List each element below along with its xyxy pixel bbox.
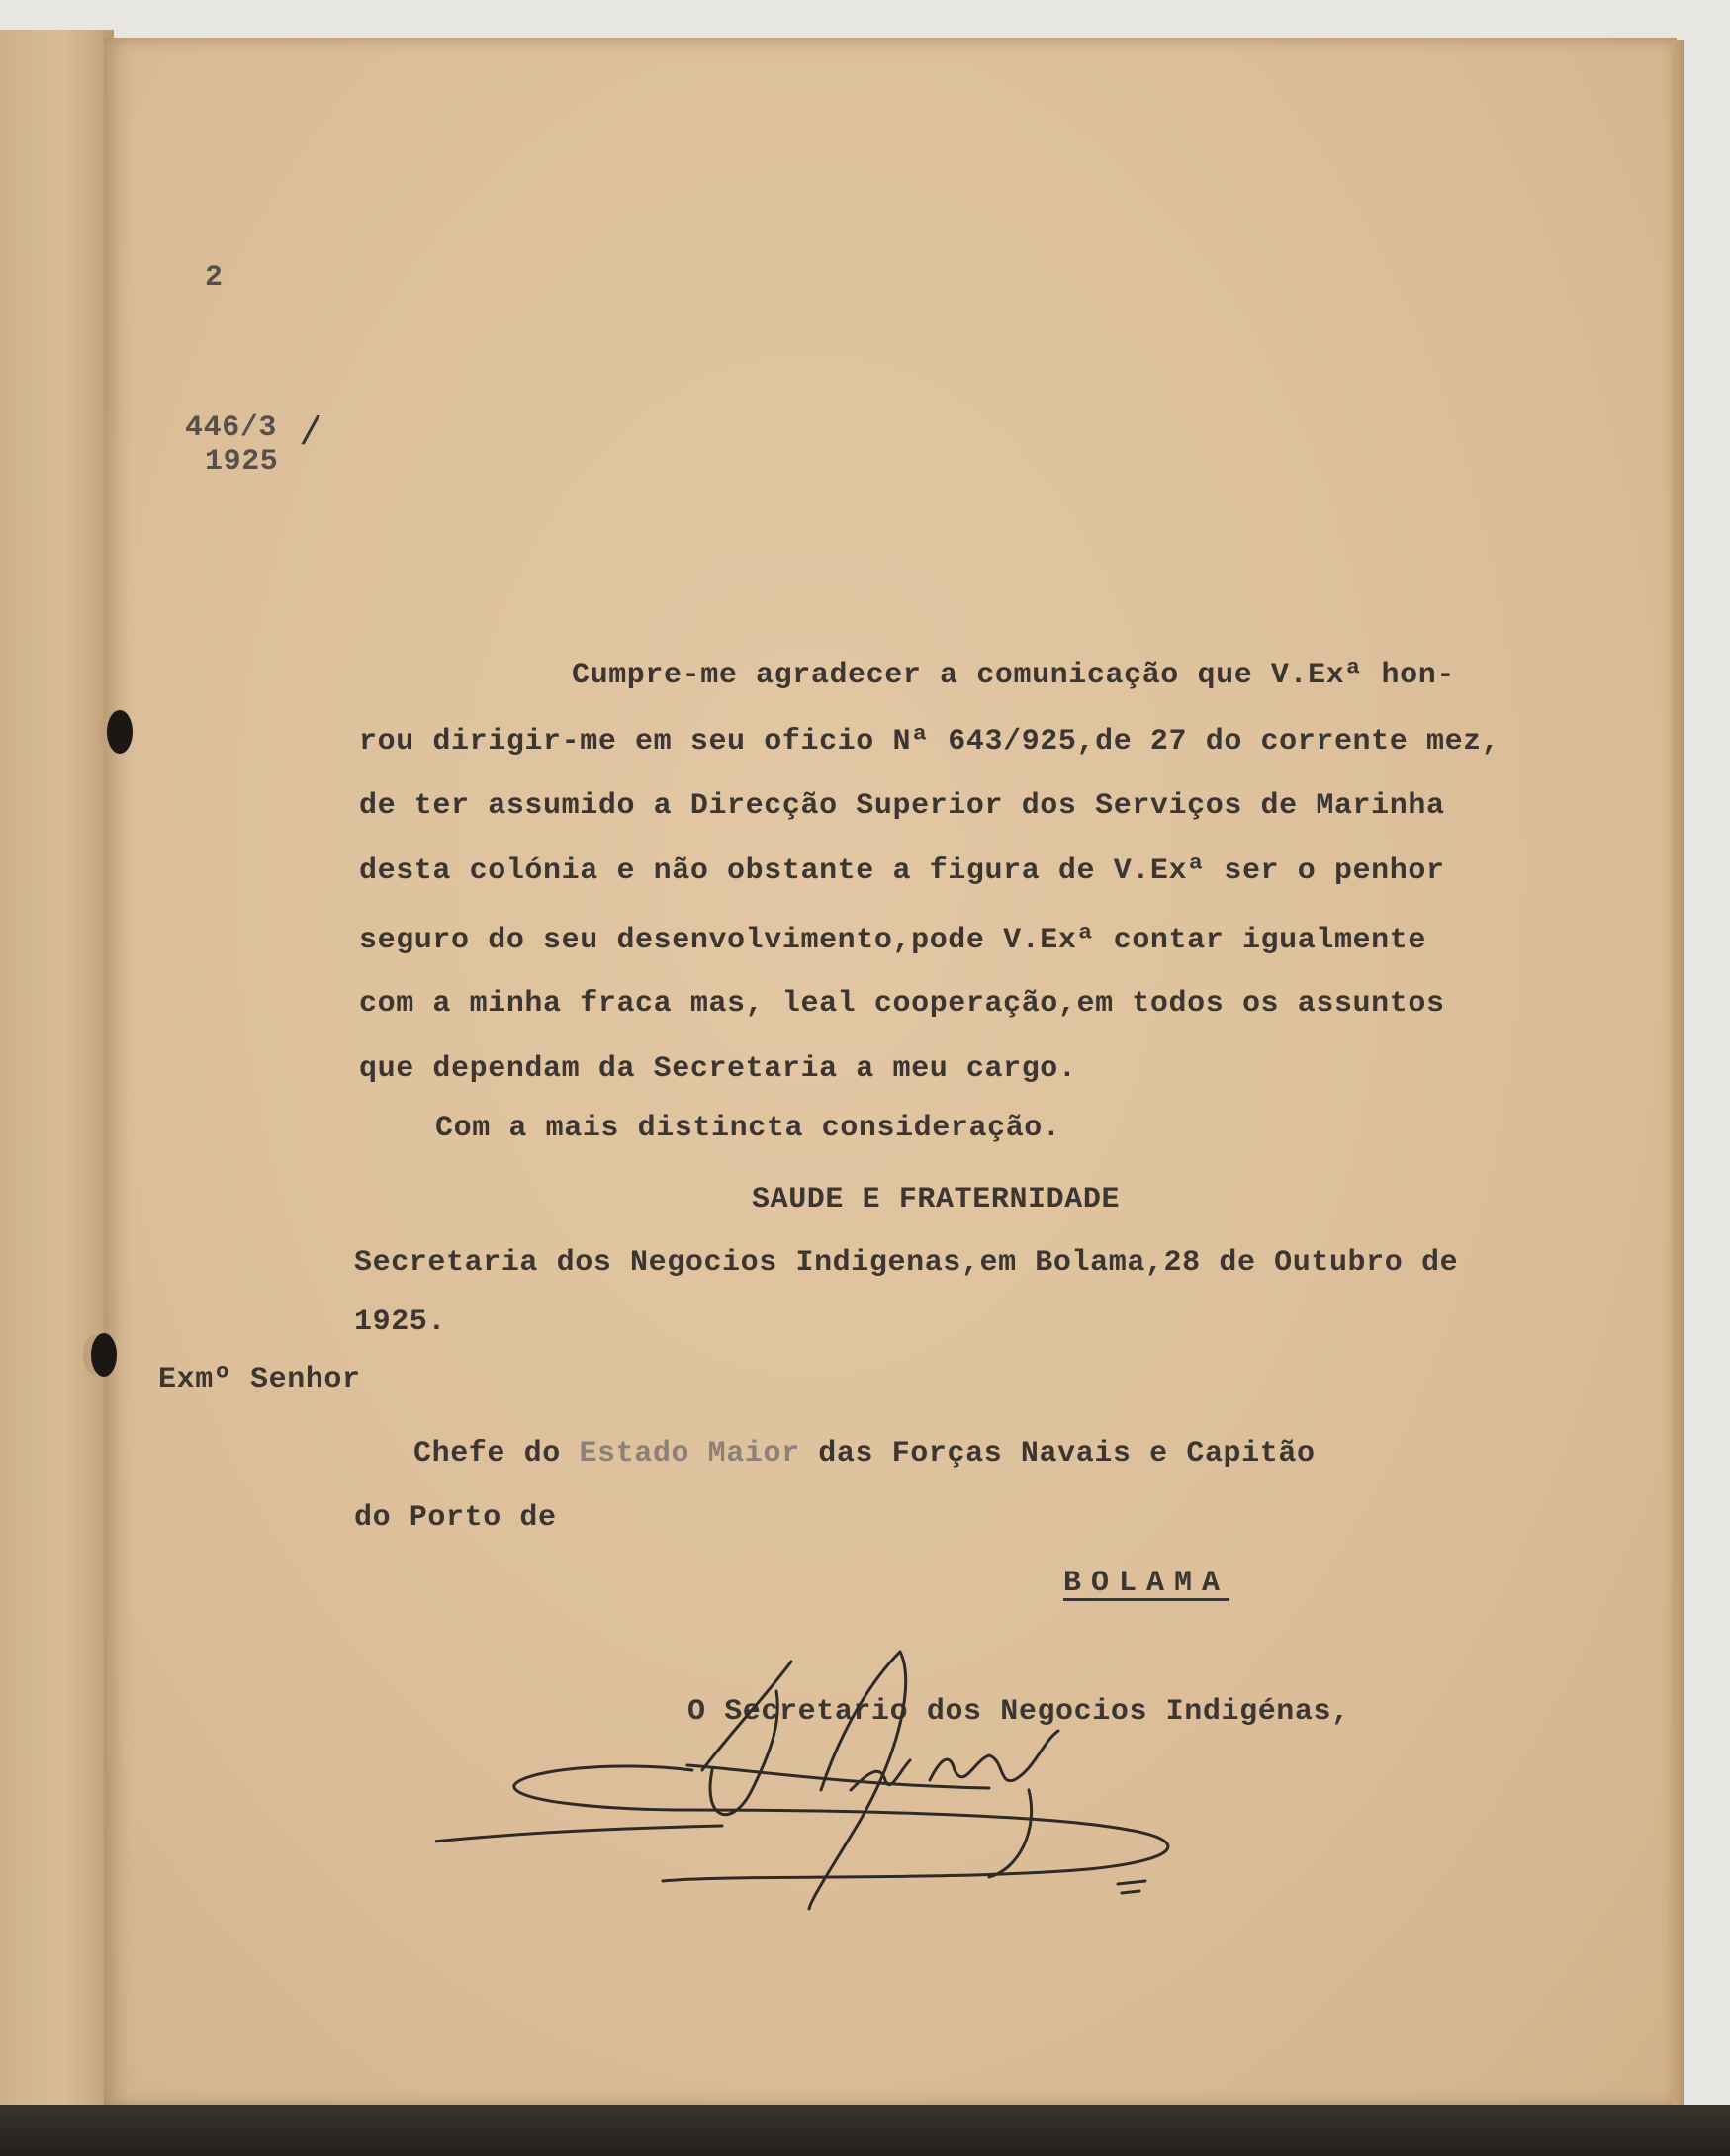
page-edge: [1672, 40, 1684, 2107]
body-line: que dependam da Secretaria a meu cargo.: [359, 1052, 1077, 1086]
reference-year: 1925: [205, 445, 279, 479]
location-date-year: 1925.: [354, 1305, 447, 1339]
body-line: desta colónia e não obstante a figura de V.Exª ser o penhor: [359, 854, 1445, 888]
reference-mark: /: [299, 412, 323, 457]
scan-bottom-edge: [0, 2105, 1730, 2156]
addressee-suffix: das Forças Navais e Capitão: [818, 1437, 1316, 1471]
body-line: com a minha fraca mas, leal cooperação,em todos os assuntos: [359, 987, 1445, 1021]
body-line: seguro do seu desenvolvimento,pode V.Exª contar igualmente: [359, 924, 1426, 957]
binding-hole-top: [107, 710, 133, 754]
body-line: Cumpre-me agradecer a comunicação que V.Exª hon-: [572, 659, 1455, 692]
location-date-line: Secretaria dos Negocios Indigenas,em Bolama,28 de Outubro de: [354, 1246, 1459, 1280]
body-line: rou dirigir-me em seu oficio Nª 643/925,de 27 do corrente mez,: [359, 725, 1501, 759]
closing-line: Com a mais distincta consideração.: [435, 1112, 1061, 1145]
motto-line: SAUDE E FRATERNIDADE: [752, 1183, 1121, 1216]
reference-number: 446/3: [185, 411, 278, 445]
body-line: de ter assumido a Direcção Superior dos Serviços de Marinha: [359, 789, 1445, 823]
addressee-faded-text: Estado Maior: [579, 1437, 800, 1471]
binding-hole-bottom: [91, 1333, 117, 1377]
handwritten-signature: [435, 1622, 1325, 1919]
binding-spine: [0, 30, 114, 2111]
addressee-prefix: Chefe do: [413, 1437, 561, 1471]
signatory-title: O Secretario dos Negocios Indigénas,: [687, 1695, 1350, 1729]
destination-city: BOLAMA: [1063, 1567, 1230, 1600]
addressee-line-2: do Porto de: [354, 1501, 557, 1535]
page-number: 2: [205, 261, 224, 295]
salutation: Exmº Senhor: [158, 1363, 361, 1396]
addressee-line-1: [413, 1439, 1316, 1469]
